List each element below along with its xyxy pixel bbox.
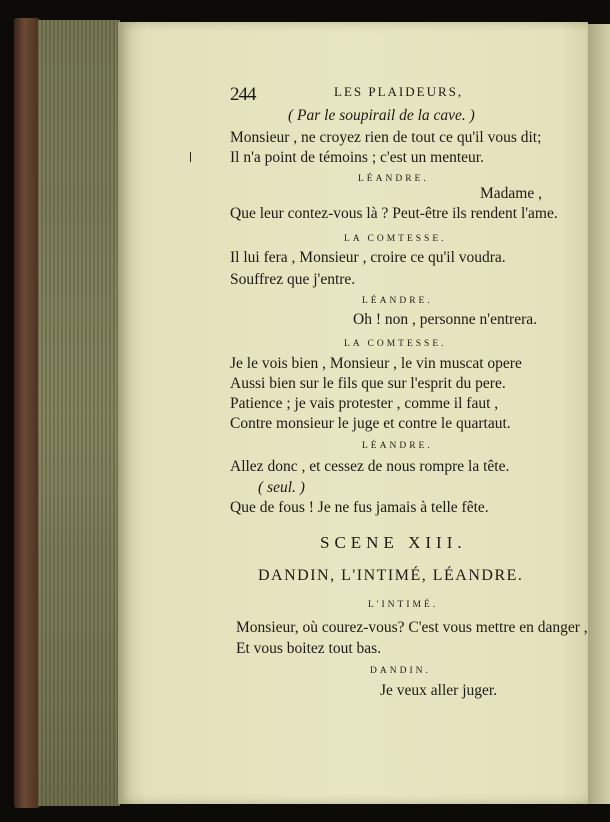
verse-line: Il n'a point de témoins ; c'est un menteur.	[230, 149, 484, 166]
facing-page-edge	[588, 24, 610, 804]
verse-line: Patience ; je vais protester , comme il faut ,	[230, 395, 499, 412]
stage-direction: ( Par le soupirail de la cave. )	[288, 107, 475, 124]
stage-direction: ( seul. )	[258, 479, 305, 496]
verse-line: Aussi bien sur le fils que sur l'esprit du pere.	[230, 375, 506, 392]
book-cover-edge	[14, 18, 40, 808]
verse-line: Souffrez que j'entre.	[230, 271, 356, 288]
verse-line: Je veux aller juger.	[380, 682, 498, 699]
verse-line: Que de fous ! Je ne fus jamais à telle fête.	[230, 499, 489, 516]
scene-heading: SCENE XIII.	[320, 533, 467, 552]
verse-line: Monsieur , ne croyez rien de tout ce qu'il vous dit;	[230, 129, 542, 146]
verse-line: Je le vois bien , Monsieur , le vin muscat opere	[230, 355, 522, 372]
verse-line: Que leur contez-vous là ? Peut-être ils rendent l'ame.	[230, 205, 558, 222]
speaker-name: LA COMTESSE.	[344, 339, 447, 349]
speaker-name: LÉANDRE.	[358, 174, 429, 184]
verse-line: Monsieur, où courez-vous? C'est vous mettre en danger ,	[236, 619, 588, 636]
speaker-name: L'INTIMÉ.	[368, 600, 439, 610]
speaker-name: LÉANDRE.	[362, 441, 433, 451]
running-header: LES PLAIDEURS,	[334, 84, 464, 99]
speaker-name: LÉANDRE.	[362, 296, 433, 306]
verse-line: Allez donc , et cessez de nous rompre la tête.	[230, 458, 510, 475]
speaker-name: LA COMTESSE.	[344, 234, 447, 244]
margin-mark	[190, 152, 191, 162]
verse-line: Oh ! non , personne n'entrera.	[353, 311, 537, 328]
verse-line: Et vous boitez tout bas.	[236, 640, 382, 657]
verse-line: Contre monsieur le juge et contre le quartaut.	[230, 415, 511, 432]
verse-line: Il lui fera , Monsieur , croire ce qu'il voudra.	[230, 249, 506, 266]
page-content	[118, 22, 588, 804]
scene-cast: DANDIN, L'INTIMÉ, LÉANDRE.	[258, 567, 524, 584]
page-number: 244	[230, 84, 256, 105]
speaker-name: DANDIN.	[370, 666, 431, 676]
page-block-edges	[38, 20, 120, 806]
verse-line: Madame ,	[480, 185, 542, 202]
book-page	[118, 22, 588, 804]
